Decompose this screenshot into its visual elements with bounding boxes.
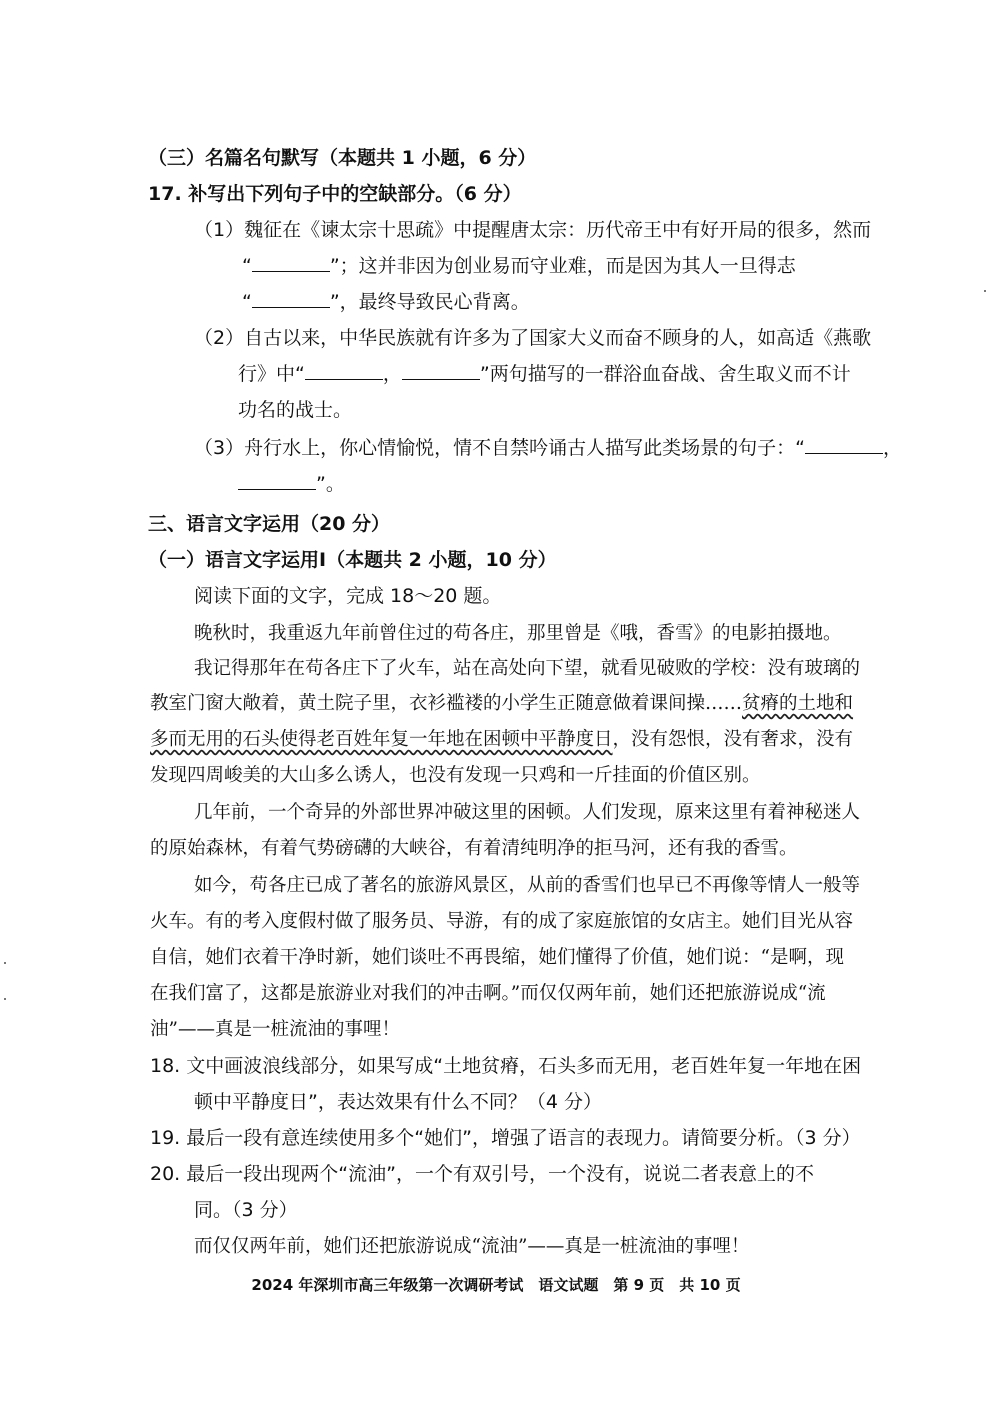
q17-part1-line1: （1）魏征在《谏太宗十思疏》中提醒唐太宗：历代帝王中有好开局的很多，然而 xyxy=(194,219,872,241)
passage-para2-line1: 我记得那年在苟各庄下了火车，站在高处向下望，就看见破败的学校：没有玻璃的 xyxy=(194,658,861,679)
q17-part2-line2 xyxy=(238,362,851,386)
part-title: 三、语言文字运用（20 分） xyxy=(148,513,391,535)
passage-text: 教室门窗大敞着，黄土院子里，衣衫褴褛的小学生正随意做着课间操…… xyxy=(150,693,743,714)
answer-blank[interactable] xyxy=(252,291,330,308)
passage-para2-line2 xyxy=(150,692,853,716)
question-20-line1: 20. 最后一段出现两个“流油”，一个有双引号，一个没有，说说二者表意上的不 xyxy=(150,1163,814,1185)
scan-mark xyxy=(4,998,6,1000)
answer-blank[interactable] xyxy=(238,473,316,490)
subsection-title: （一）语言文字运用Ⅰ（本题共 2 小题，10 分） xyxy=(148,549,557,571)
section-title: （三）名篇名句默写（本题共 1 小题，6 分） xyxy=(148,147,537,169)
q17-part2-line3: 功名的战士。 xyxy=(238,399,353,421)
close-quote: ”。 xyxy=(316,473,345,495)
page-footer: 2024 年深圳市高三年级第一次调研考试 语文试题 第 9 页 共 10 页 xyxy=(251,1276,741,1294)
open-quote: “ xyxy=(242,291,252,313)
comma: ， xyxy=(382,363,402,385)
passage-para2-line4: 发现四周峻美的大山多么诱人，也没有发现一只鸡和一斤挂面的价值区别。 xyxy=(150,765,761,786)
passage-para4-line3: 自信，她们衣着干净时新，她们谈吐不再畏缩，她们懂得了价值，她们说：“是啊，现 xyxy=(150,947,844,968)
q17-part1-line2 xyxy=(242,254,796,278)
passage-para3-line1: 几年前，一个奇异的外部世界冲破这里的困顿。人们发现，原来这里有着神秘迷人 xyxy=(194,802,861,823)
q17-part3-line1 xyxy=(194,436,902,460)
passage-para4-line4: 在我们富了，这都是旅游业对我们的冲击啊。”而仅仅两年前，她们还把旅游说成“流 xyxy=(150,983,826,1004)
passage-para1: 晚秋时，我重返九年前曾住过的苟各庄，那里曾是《哦，香雪》的电影拍摄地。 xyxy=(194,623,842,644)
question-20-line2: 同。（3 分） xyxy=(194,1199,298,1221)
comma: ， xyxy=(882,437,902,459)
answer-blank[interactable] xyxy=(305,363,383,380)
question-19: 19. 最后一段有意连续使用多个“她们”，增强了语言的表现力。请简要分析。（3 分） xyxy=(150,1127,861,1149)
q17-part1-line3 xyxy=(242,290,530,314)
question-18-line1: 18. 文中画波浪线部分，如果写成“土地贫瘠，石头多而无用，老百姓年复一年地在困 xyxy=(150,1055,862,1077)
question-20-quote: 而仅仅两年前，她们还把旅游说成“流油”——真是一桩流油的事哩！ xyxy=(194,1236,750,1257)
reading-instruction: 阅读下面的文字，完成 18～20 题。 xyxy=(194,585,502,607)
passage-para4-line1: 如今，苟各庄已成了著名的旅游风景区，从前的香雪们也早已不再像等情人一般等 xyxy=(194,875,861,896)
q17-part1-line3-text: ”，最终导致民心背离。 xyxy=(329,291,530,313)
q17-part2-line2-pre: 行》中“ xyxy=(238,363,305,385)
q17-part2-line2-text: ”两句描写的一群浴血奋战、舍生取义而不计 xyxy=(479,363,851,385)
passage-para2-line3 xyxy=(150,728,853,752)
passage-para4-line2: 火车。有的考入度假村做了服务员、导游，有的成了家庭旅馆的女店主。她们目光从容 xyxy=(150,911,854,932)
answer-blank[interactable] xyxy=(252,255,330,272)
q17-part3-line1-text: （3）舟行水上，你心情愉悦，情不自禁吟诵古人描写此类场景的句子：“ xyxy=(194,437,805,459)
scan-mark xyxy=(984,290,986,292)
wavy-underlined-text: 贫瘠的土地和 xyxy=(742,693,854,714)
passage-para3-line2: 的原始森林，有着气势磅礴的大峡谷，有着清纯明净的拒马河，还有我的香雪。 xyxy=(150,838,798,859)
q17-part1-line2-text: ”；这并非因为创业易而守业难，而是因为其人一旦得志 xyxy=(329,255,796,277)
q17-part2-line1: （2）自古以来，中华民族就有许多为了国家大义而奋不顾身的人，如高适《燕歌 xyxy=(194,327,872,349)
question-17-stem: 17. 补写出下列句子中的空缺部分。（6 分） xyxy=(148,183,522,205)
answer-blank[interactable] xyxy=(402,363,480,380)
passage-para4-line5: 油”——真是一桩流油的事哩！ xyxy=(150,1019,400,1040)
wavy-underlined-text: 多而无用的石头使得老百姓年复一年地在困顿中平静度日 xyxy=(150,729,613,750)
question-18-line2: 顿中平静度日”，表达效果有什么不同？（4 分） xyxy=(194,1091,602,1113)
scan-mark xyxy=(4,962,6,964)
passage-text: ，没有怨恨，没有奢求，没有 xyxy=(612,729,854,750)
open-quote: “ xyxy=(242,255,252,277)
q17-part3-line2 xyxy=(238,472,345,496)
answer-blank[interactable] xyxy=(805,437,883,454)
